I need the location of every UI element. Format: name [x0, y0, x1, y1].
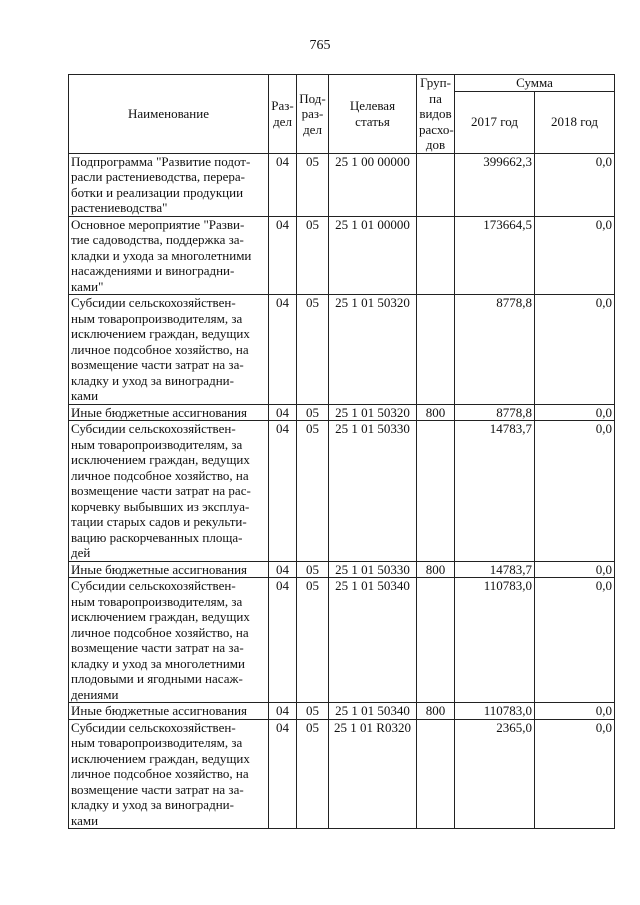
- table-row: [69, 216, 615, 295]
- row-sum-2018: 0,0: [535, 421, 615, 562]
- header-year-2018: 2018 год: [535, 91, 615, 153]
- row-target-article: 25 1 00 00000: [329, 153, 417, 216]
- row-name: Субсидии сельскохозяйствен- ным товаропроизводителям, за исключением граждан, ведущих личное подсобное хозяйство, на возмещение части затрат на за- кладку и уход за виноградни- ками: [69, 295, 269, 405]
- row-name: Основное мероприятие "Разви- тие садоводства, поддержка за- кладки и ухода за многолетними насаждениями и виноградни- ками": [69, 216, 269, 295]
- row-razdel: 04: [269, 578, 297, 703]
- row-podrazdel: 05: [297, 703, 329, 720]
- row-sum-2018: 0,0: [535, 719, 615, 829]
- row-sum-2018: 0,0: [535, 578, 615, 703]
- row-sum-2017: 8778,8: [455, 404, 535, 421]
- table-row: [69, 404, 615, 421]
- row-expense-group: [417, 578, 455, 703]
- table-row: [69, 421, 615, 562]
- row-target-article: 25 1 01 50320: [329, 404, 417, 421]
- row-expense-group: [417, 719, 455, 829]
- row-target-article: 25 1 01 50320: [329, 295, 417, 405]
- table-row: [69, 295, 615, 405]
- row-name: Субсидии сельскохозяйствен- ным товаропроизводителям, за исключением граждан, ведущих личное подсобное хозяйство, на возмещение части затрат на рас- корчевку выбывших из эксплуа- тации старых садов и рекульти- вацию раскорчеванных площа- дей: [69, 421, 269, 562]
- row-expense-group: 800: [417, 404, 455, 421]
- row-razdel: 04: [269, 719, 297, 829]
- row-sum-2017: 8778,8: [455, 295, 535, 405]
- row-target-article: 25 1 01 50330: [329, 561, 417, 578]
- row-expense-group: 800: [417, 561, 455, 578]
- header-razdel: Раз- дел: [269, 75, 297, 154]
- row-sum-2018: 0,0: [535, 703, 615, 720]
- row-sum-2017: 14783,7: [455, 561, 535, 578]
- row-razdel: 04: [269, 404, 297, 421]
- row-sum-2017: 110783,0: [455, 703, 535, 720]
- row-podrazdel: 05: [297, 561, 329, 578]
- row-sum-2017: 14783,7: [455, 421, 535, 562]
- row-podrazdel: 05: [297, 295, 329, 405]
- row-name: Иные бюджетные ассигнования: [69, 703, 269, 720]
- row-target-article: 25 1 01 50330: [329, 421, 417, 562]
- row-target-article: 25 1 01 50340: [329, 578, 417, 703]
- budget-table: [68, 74, 615, 829]
- row-razdel: 04: [269, 295, 297, 405]
- row-target-article: 25 1 01 00000: [329, 216, 417, 295]
- row-sum-2018: 0,0: [535, 153, 615, 216]
- row-razdel: 04: [269, 216, 297, 295]
- row-target-article: 25 1 01 R0320: [329, 719, 417, 829]
- row-podrazdel: 05: [297, 404, 329, 421]
- row-razdel: 04: [269, 703, 297, 720]
- row-name: Субсидии сельскохозяйствен- ным товаропроизводителям, за исключением граждан, ведущих личное подсобное хозяйство, на возмещение части затрат на за- кладку и уход за многолетними плодовыми и ягодными насаж- дениями: [69, 578, 269, 703]
- table-row: [69, 703, 615, 720]
- row-podrazdel: 05: [297, 153, 329, 216]
- row-name: Иные бюджетные ассигнования: [69, 561, 269, 578]
- header-target-article: Целевая статья: [329, 75, 417, 154]
- row-podrazdel: 05: [297, 216, 329, 295]
- row-sum-2017: 2365,0: [455, 719, 535, 829]
- row-razdel: 04: [269, 153, 297, 216]
- header-name: Наименование: [69, 75, 269, 154]
- row-expense-group: [417, 153, 455, 216]
- table-row: [69, 578, 615, 703]
- row-expense-group: [417, 421, 455, 562]
- row-expense-group: 800: [417, 703, 455, 720]
- row-name: Иные бюджетные ассигнования: [69, 404, 269, 421]
- table-row: [69, 561, 615, 578]
- row-target-article: 25 1 01 50340: [329, 703, 417, 720]
- page-number: 765: [309, 38, 331, 53]
- table-row: [69, 153, 615, 216]
- header-year-2017: 2017 год: [455, 91, 535, 153]
- row-sum-2017: 173664,5: [455, 216, 535, 295]
- row-sum-2017: 399662,3: [455, 153, 535, 216]
- row-name: Субсидии сельскохозяйствен- ным товаропроизводителям, за исключением граждан, ведущих личное подсобное хозяйство, на возмещение части затрат на за- кладку и уход за виноградни- ками: [69, 719, 269, 829]
- row-podrazdel: 05: [297, 719, 329, 829]
- row-sum-2017: 110783,0: [455, 578, 535, 703]
- table-row: [69, 719, 615, 829]
- row-sum-2018: 0,0: [535, 561, 615, 578]
- header-sum: Сумма: [455, 75, 615, 92]
- row-sum-2018: 0,0: [535, 295, 615, 405]
- row-razdel: 04: [269, 421, 297, 562]
- row-expense-group: [417, 216, 455, 295]
- row-podrazdel: 05: [297, 578, 329, 703]
- header-expense-group: Груп- па видов расхо- дов: [417, 75, 455, 154]
- header-podrazdel: Под- раз- дел: [297, 75, 329, 154]
- row-sum-2018: 0,0: [535, 404, 615, 421]
- row-expense-group: [417, 295, 455, 405]
- row-razdel: 04: [269, 561, 297, 578]
- row-sum-2018: 0,0: [535, 216, 615, 295]
- row-name: Подпрограмма "Развитие подот- расли растениеводства, перера- ботки и реализации продукции растениеводства": [69, 153, 269, 216]
- row-podrazdel: 05: [297, 421, 329, 562]
